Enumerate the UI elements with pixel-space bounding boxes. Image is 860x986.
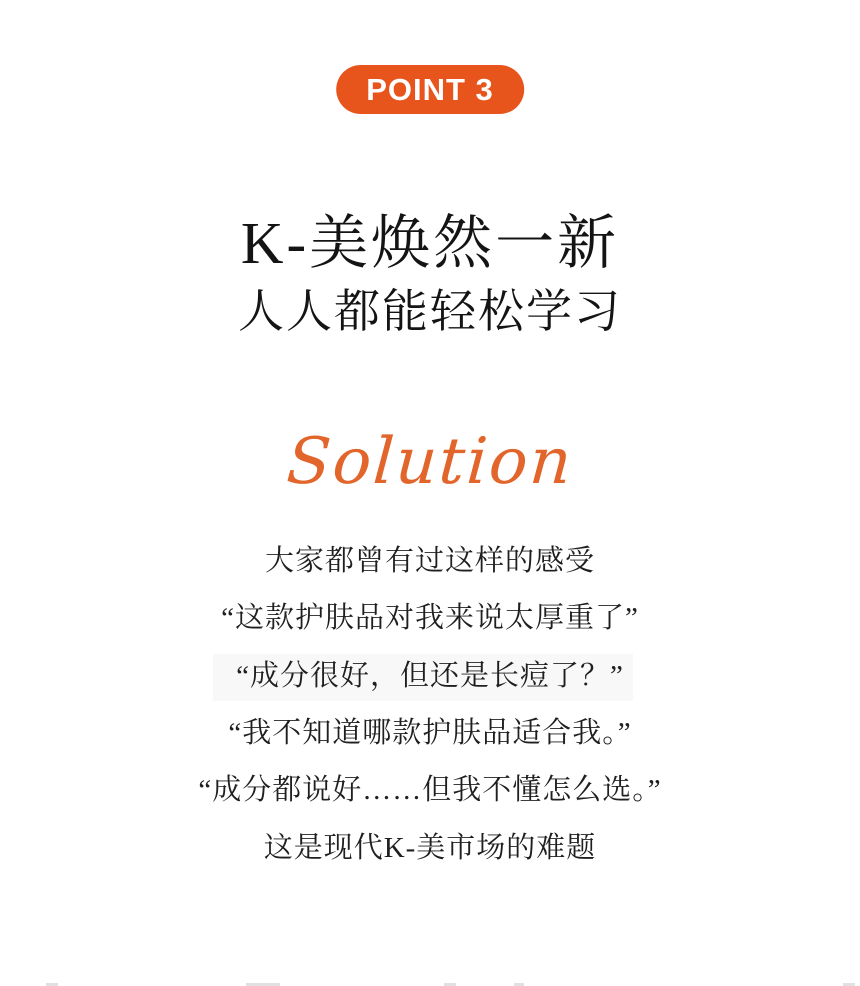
quote-line-3: “我不知道哪款护肤品适合我。”: [228, 717, 632, 749]
quote-line-2: “成分很好，但还是长痘了？”: [236, 660, 624, 692]
main-heading-line-1: K-美焕然一新: [240, 210, 620, 276]
conclusion-line: 这是现代K-美市场的难题: [263, 832, 597, 864]
solution-script-heading: Solution: [284, 425, 576, 499]
point-badge-label: POINT 3: [366, 72, 494, 107]
quote-line-4: “成分都说好……但我不懂怎么选。”: [198, 774, 662, 806]
quote-line-1: “这款护肤品对我来说太厚重了”: [221, 602, 639, 634]
intro-line: 大家都曾有过这样的感受: [264, 545, 595, 577]
point-badge: [336, 65, 524, 114]
main-heading-line-2: 人人都能轻松学习: [238, 286, 622, 337]
